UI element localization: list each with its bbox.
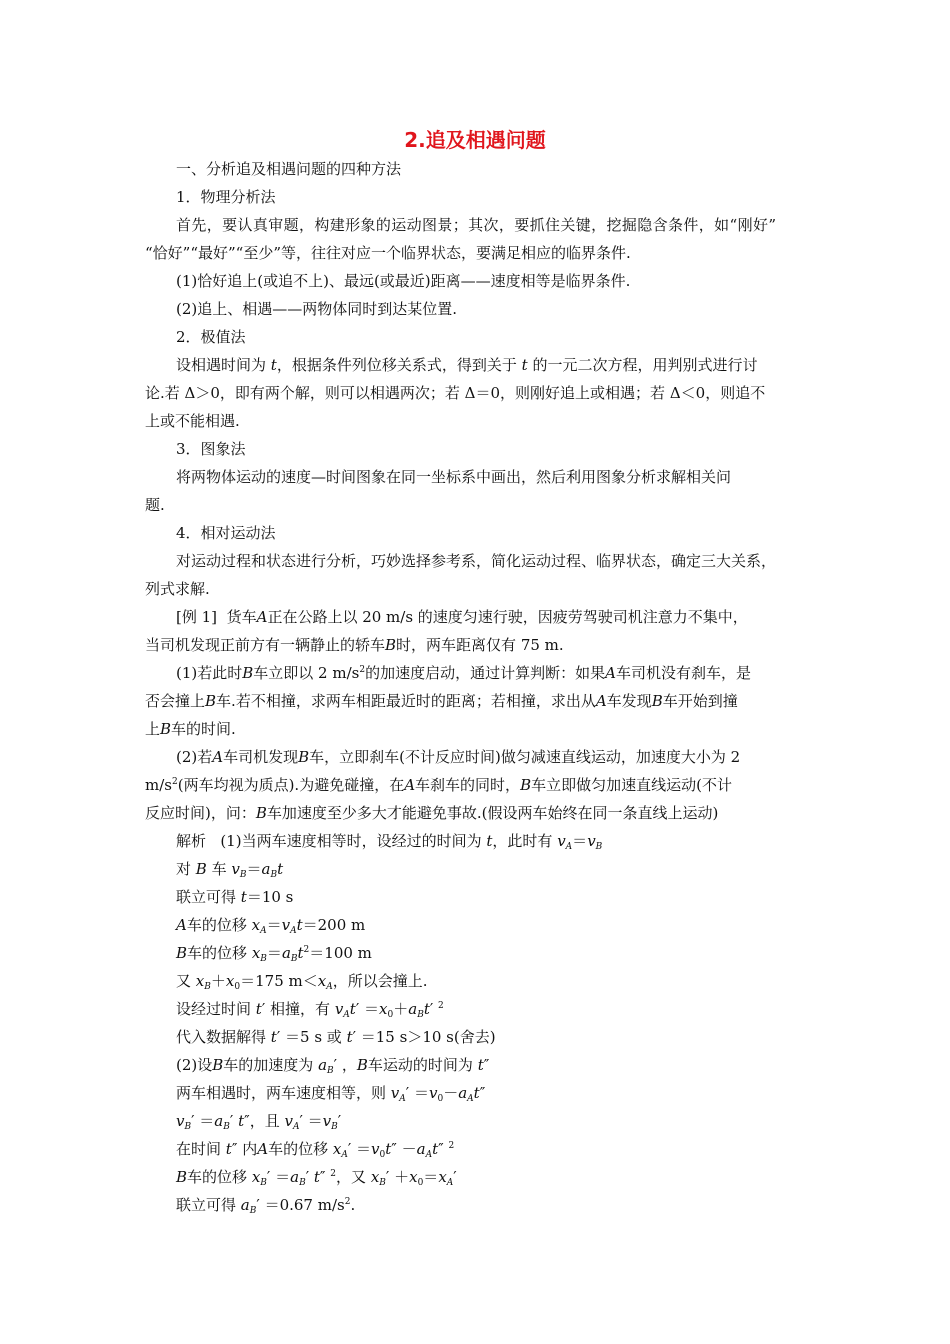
method-1-item-1: (1)恰好追上(或追不上)、最远(或最近)距离——速度相等是临界条件. <box>176 272 631 290</box>
question-1-line3: 上B车的时间. <box>145 720 236 738</box>
example-line1: [例 1] 货车A正在公路上以 20 m/s 的速度匀速行驶，因疲劳驾驶司机注意力不集中， <box>176 608 748 626</box>
solution-line3: 联立可得 t＝10 s <box>176 888 294 906</box>
solution-line9: (2)设B车的加速度为 $a_B'$ ，B车运动的时间为 t″ <box>176 1056 490 1076</box>
solution-line14: 联立可得 $a_B' =0.67$ $m/s^2$. <box>176 1196 356 1216</box>
method-2-para-line2: 论.若 Δ＞0，即有两个解，则可以相遇两次；若 Δ＝0，则刚好追上或相遇；若 Δ＜0，则追不 <box>145 384 766 402</box>
question-1-line2: 否会撞上B车.若不相撞，求两车相距最近时的距离；若相撞，求出从A车发现B车开始到撞 <box>145 692 738 710</box>
method-4-title: 4．相对运动法 <box>176 524 276 542</box>
section-heading: 一、分析追及相遇问题的四种方法 <box>176 160 402 178</box>
solution-line1: 解析 (1)当两车速度相等时，设经过的时间为 t，此时有 $v_A=v_B$ <box>176 832 603 852</box>
example-line2: 当司机发现正前方有一辆静止的轿车B时，两车距离仅有 75 m. <box>145 636 564 654</box>
solution-line7: 设经过时间 t′ 相撞，有 $v_At' =x_0+a_Bt'$ $^2$ <box>176 1000 444 1020</box>
method-2-para-line1: 设相遇时间为 t，根据条件列位移关系式，得到关于 t 的一元二次方程，用判别式进行讨 <box>176 356 758 374</box>
page-title: 2.追及相遇问题 <box>404 128 546 152</box>
solution-line4: A车的位移 $x_A=v_At=200$ m <box>176 916 366 936</box>
solution-line10: 两车相遇时，两车速度相等，则 $v_A' =v_0-a_At''$ <box>176 1084 486 1104</box>
method-4-para-line1: 对运动过程和状态进行分析，巧妙选择参考系，简化运动过程、临界状态，确定三大关系， <box>176 552 777 570</box>
solution-line11: $v_B' =a_B'$ t″，且 $v_A' =v_B'$ <box>176 1112 342 1132</box>
method-3-title: 3．图象法 <box>176 440 246 458</box>
method-1-para-line1: 首先，要认真审题，构建形象的运动图景；其次，要抓住关键，挖掘隐含条件，如“刚好” <box>176 216 776 234</box>
method-1-para-line2: “恰好”“最好”“至少”等，往往对应一个临界状态，要满足相应的临界条件. <box>145 244 631 262</box>
solution-line8: 代入数据解得 t′ ＝5 s 或 t′ ＝15 s＞10 s(舍去) <box>176 1028 496 1046</box>
question-1-line1: (1)若此时B车立即以 2 $m/s^2$的加速度启动，通过计算判断：如果A车司机没有刹车，是 <box>176 664 751 682</box>
method-2-title: 2．极值法 <box>176 328 246 346</box>
solution-line13: B车的位移 $x_B' =a_B'$ t″ $^2$，又 $x_B' +x_0=x_A'$ <box>176 1168 457 1188</box>
method-1-title: 1．物理分析法 <box>176 188 276 206</box>
method-3-para-line2: 题. <box>145 496 165 514</box>
method-2-para-line3: 上或不能相遇. <box>145 412 240 430</box>
question-2-line1: (2)若A车司机发现B车，立即刹车(不计反应时间)做匀减速直线运动，加速度大小为 2 <box>176 748 741 766</box>
solution-line6: 又 $x_B+x_0=175$ $m<x_A$，所以会撞上. <box>176 972 428 992</box>
solution-line12: 在时间 t″ 内A车的位移 $x_A' =v_0t'' -a_At''$ $^2$ <box>176 1140 455 1160</box>
question-2-line3: 反应时间)，问：B车加速度至少多大才能避免事故.(假设两车始终在同一条直线上运动) <box>145 804 719 822</box>
method-4-para-line2: 列式求解. <box>145 580 210 598</box>
method-3-para-line1: 将两物体运动的速度—时间图象在同一坐标系中画出，然后利用图象分析求解相关问 <box>176 468 732 486</box>
solution-line2: 对 B 车 $v_B=a_Bt$ <box>176 860 284 880</box>
method-1-item-2: (2)追上、相遇——两物体同时到达某位置. <box>176 300 458 318</box>
question-2-line2: $m/s^2$(两车均视为质点).为避免碰撞，在A车刹车的同时，B车立即做匀加速直线运动(不计 <box>145 776 732 794</box>
solution-line5: B车的位移 $x_B=a_Bt^2=100$ m <box>176 944 372 964</box>
